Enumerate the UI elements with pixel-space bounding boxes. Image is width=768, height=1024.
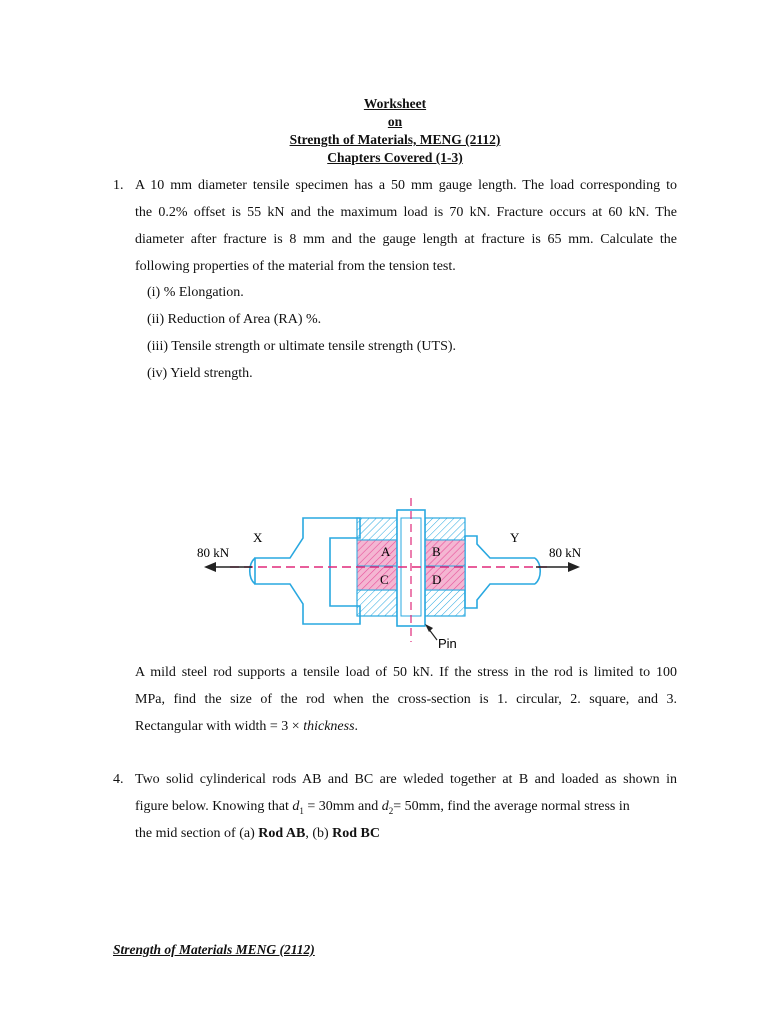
region-a — [357, 540, 397, 566]
worksheet-title: Worksheet — [363, 96, 427, 111]
member-x-outline — [255, 518, 360, 624]
region-c — [357, 566, 397, 590]
member-y-outline — [465, 536, 535, 608]
region-a-label: A — [381, 544, 391, 559]
region-d — [425, 566, 465, 590]
question-1-item-2: (ii) Reduction of Area (RA) %. — [147, 312, 322, 327]
rod-bc: Rod BC — [332, 826, 381, 841]
question-4-line-1: Two solid cylinderical rods AB and BC are wleded together at B and loaded as shown in — [135, 772, 677, 787]
d2-var: d — [381, 799, 389, 814]
left-arrowhead — [204, 562, 216, 572]
d2-sub: 2 — [388, 805, 394, 816]
question-1-line-1: A 10 mm diameter tensile specimen has a 50 mm gauge length. The load corresponding to — [135, 178, 677, 193]
question-3-line-3-prefix: Rectangular with width = 3 × — [135, 719, 304, 734]
region-c-label: C — [380, 572, 389, 587]
question-4-line-2 — [135, 798, 677, 820]
question-3-line-3-suffix: . — [354, 719, 359, 734]
fork-bottom-right-hatch — [425, 590, 465, 616]
question-1-item-3: (iii) Tensile strength or ultimate tensile strength (UTS). — [147, 339, 457, 354]
question-1-number: 1. — [113, 178, 124, 193]
chapters-covered: Chapters Covered (1-3) — [327, 150, 463, 165]
member-x-label: X — [253, 530, 263, 545]
fork-top-right-hatch — [425, 518, 465, 540]
question-3-line-3 — [135, 718, 358, 736]
region-d-label: D — [432, 572, 442, 587]
question-1-item-1: (i) % Elongation. — [147, 285, 244, 300]
question-1-item-4: (iv) Yield strength. — [147, 366, 253, 381]
pin-leader-arrowhead — [425, 624, 433, 632]
fork-bottom-left-hatch — [357, 590, 397, 616]
region-b — [425, 540, 465, 566]
member-y-end-curve — [535, 558, 540, 584]
region-b-label: B — [432, 544, 441, 559]
footer-course: Strength of Materials MENG (2112) — [113, 942, 315, 957]
question-3-line-2: MPa, find the size of the rod when the cross-section is 1. circular, 2. square, and 3. — [135, 692, 677, 707]
course-title: Strength of Materials, MENG (2112) — [289, 132, 501, 147]
pin-label: Pin — [438, 636, 457, 651]
question-4-line-3 — [135, 825, 380, 843]
fork-top-left-hatch — [357, 518, 397, 540]
d1-sub: 1 — [299, 805, 304, 816]
question-1-line-3: diameter after fracture is 8 mm and the gauge length at fracture is 65 mm. Calculate the — [135, 232, 677, 247]
rod-ab: Rod AB — [258, 826, 306, 841]
d2-value: = 50mm, find the average normal stress in — [393, 799, 630, 814]
question-4-line-2-a: figure below. Knowing that — [135, 799, 293, 814]
question-4-number: 4. — [113, 772, 124, 787]
right-arrowhead — [568, 562, 580, 572]
question-1-line-2: the 0.2% offset is 55 kN and the maximum load is 70 kN. Fracture occurs at 60 kN. The — [135, 205, 677, 220]
question-4-line-3-a: the mid section of (a) — [135, 826, 259, 841]
thickness-math: thickness — [303, 719, 355, 734]
d1-var: d — [292, 799, 300, 814]
question-1-line-4: following properties of the material from the tension test. — [135, 259, 456, 274]
worksheet-on: on — [387, 114, 403, 129]
d1-value: = 30mm and — [303, 799, 382, 814]
member-y-label: Y — [510, 530, 520, 545]
load-left-label: 80 kN — [197, 545, 230, 560]
pin-joint-figure — [190, 492, 590, 652]
load-right-label: 80 kN — [549, 545, 582, 560]
question-4-line-3-b: , (b) — [305, 826, 333, 841]
question-3-line-1: A mild steel rod supports a tensile load of 50 kN. If the stress in the rod is limited to 100 — [135, 665, 677, 680]
